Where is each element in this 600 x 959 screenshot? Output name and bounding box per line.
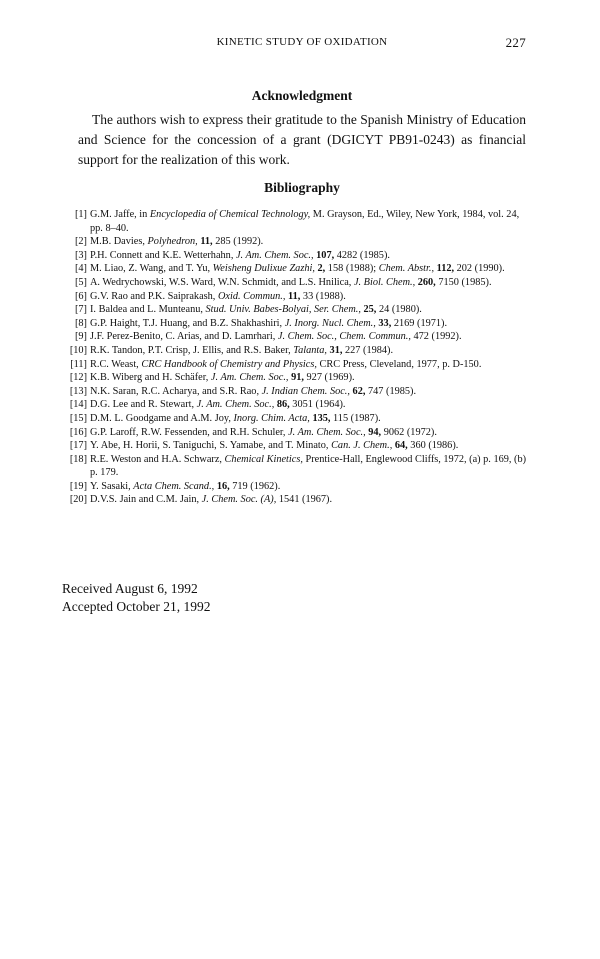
reference-text: G.P. Haight, T.J. Huang, and B.Z. Shakhashiri, J. Inorg. Nucl. Chem., 33, 2169 (1971). (90, 317, 448, 329)
reference-text: J.F. Perez-Benito, C. Arias, and D. Lamrhari, J. Chem. Soc., Chem. Commun., 472 (1992). (90, 331, 462, 343)
reference-text: G.M. Jaffe, in Encyclopedia of Chemical Technology, M. Grayson, Ed., Wiley, New York, 1984, vol. 24, pp. 8–40. (90, 209, 520, 234)
reference-number: [12] (69, 372, 87, 384)
reference-number: [8] (74, 317, 87, 329)
reference-text: M. Liao, Z. Wang, and T. Yu, Weisheng Dulixue Zazhi, 2, 158 (1988); Chem. Abstr., 112, 202 (1990). (90, 263, 505, 275)
reference-number: [5] (74, 276, 87, 288)
reference-item (60, 358, 534, 372)
reference-item (60, 385, 534, 399)
reference-text: A. Wedrychowski, W.S. Ward, W.N. Schmidt, and L.S. Hnilica, J. Biol. Chem., 260, 7150 (1985). (90, 276, 492, 288)
reference-text: D.G. Lee and R. Stewart, J. Am. Chem. Soc., 86, 3051 (1964). (90, 399, 346, 411)
reference-item (60, 235, 534, 249)
reference-text: G.P. Laroff, R.W. Fessenden, and R.H. Schuler, J. Am. Chem. Soc., 94, 9062 (1972). (90, 426, 437, 438)
reference-item (60, 426, 534, 440)
received-date: Received August 6, 1992 (62, 581, 198, 596)
bibliography-heading: Bibliography (264, 180, 340, 195)
reference-text: N.K. Saran, R.C. Acharya, and S.R. Rao, J. Indian Chem. Soc., 62, 747 (1985). (90, 385, 417, 397)
reference-item (60, 290, 534, 304)
reference-text: D.M. L. Goodgame and A.M. Joy, Inorg. Chim. Acta, 135, 115 (1987). (90, 412, 381, 424)
reference-item (60, 249, 534, 263)
reference-number: [6] (74, 290, 87, 302)
reference-text: Y. Abe, H. Horii, S. Taniguchi, S. Yamabe, and T. Minato, Can. J. Chem., 64, 360 (1986). (90, 440, 459, 452)
reference-number: [1] (74, 209, 87, 220)
reference-list (60, 208, 534, 507)
reference-item (60, 371, 534, 385)
reference-number: [3] (74, 249, 87, 261)
reference-number: [19] (69, 480, 87, 492)
acknowledgment-text: The authors wish to express their gratitude to the Spanish Ministry of Education and Science for the concession of a grant (DGICYT PB91-0243) as financial support for the realization of this work. (78, 112, 526, 167)
reference-text: R.K. Tandon, P.T. Crisp, J. Ellis, and R.S. Baker, Talanta, 31, 227 (1984). (90, 344, 394, 356)
reference-item (60, 493, 534, 507)
reference-number: [13] (69, 385, 87, 397)
reference-item (60, 412, 534, 426)
reference-number: [11] (70, 358, 87, 370)
reference-text: P.H. Connett and K.E. Wetterhahn, J. Am. Chem. Soc., 107, 4282 (1985). (90, 249, 390, 261)
running-title: KINETIC STUDY OF OXIDATION (216, 36, 388, 48)
reference-number: [20] (69, 494, 87, 506)
reference-number: [7] (74, 304, 87, 316)
acknowledgment-heading: Acknowledgment (251, 88, 353, 103)
accepted-date: Accepted October 21, 1992 (62, 598, 211, 614)
reference-item (60, 330, 534, 344)
reference-item (60, 262, 534, 276)
reference-number: [2] (74, 236, 87, 248)
reference-item (60, 344, 534, 358)
manuscript-dates (62, 580, 362, 615)
reference-item (60, 276, 534, 290)
reference-number: [15] (69, 412, 87, 424)
reference-text: Y. Sasaki, Acta Chem. Scand., 16, 719 (1962). (90, 480, 281, 492)
reference-item (60, 453, 534, 480)
reference-item (60, 480, 534, 494)
reference-text: R.E. Weston and H.A. Schwarz, Chemical Kinetics, Prentice-Hall, Englewood Cliffs, 1972, (a) p. 169, (b) p. 179. (90, 453, 527, 479)
reference-item (60, 317, 534, 331)
reference-item (60, 439, 534, 453)
page-number: 227 (505, 35, 526, 50)
reference-number: [17] (69, 440, 87, 452)
reference-number: [16] (69, 426, 87, 438)
reference-number: [18] (69, 453, 87, 465)
reference-text: I. Baldea and L. Munteanu, Stud. Univ. Babes-Bolyai, Ser. Chem., 25, 24 (1980). (90, 304, 422, 316)
reference-item (60, 303, 534, 317)
reference-number: [9] (74, 331, 87, 343)
reference-text: G.V. Rao and P.K. Saiprakash, Oxid. Commun., 11, 33 (1988). (90, 290, 346, 302)
reference-item (60, 208, 534, 235)
reference-number: [4] (74, 263, 87, 275)
reference-text: R.C. Weast, CRC Handbook of Chemistry and Physics, CRC Press, Cleveland, 1977, p. D-150. (90, 358, 482, 370)
reference-text: D.V.S. Jain and C.M. Jain, J. Chem. Soc. (A), 1541 (1967). (90, 494, 333, 506)
reference-text: M.B. Davies, Polyhedron, 11, 285 (1992). (90, 236, 264, 248)
reference-text: K.B. Wiberg and H. Schäfer, J. Am. Chem. Soc., 91, 927 (1969). (90, 372, 355, 384)
reference-number: [14] (69, 399, 87, 411)
reference-item (60, 398, 534, 412)
reference-number: [10] (69, 344, 87, 356)
